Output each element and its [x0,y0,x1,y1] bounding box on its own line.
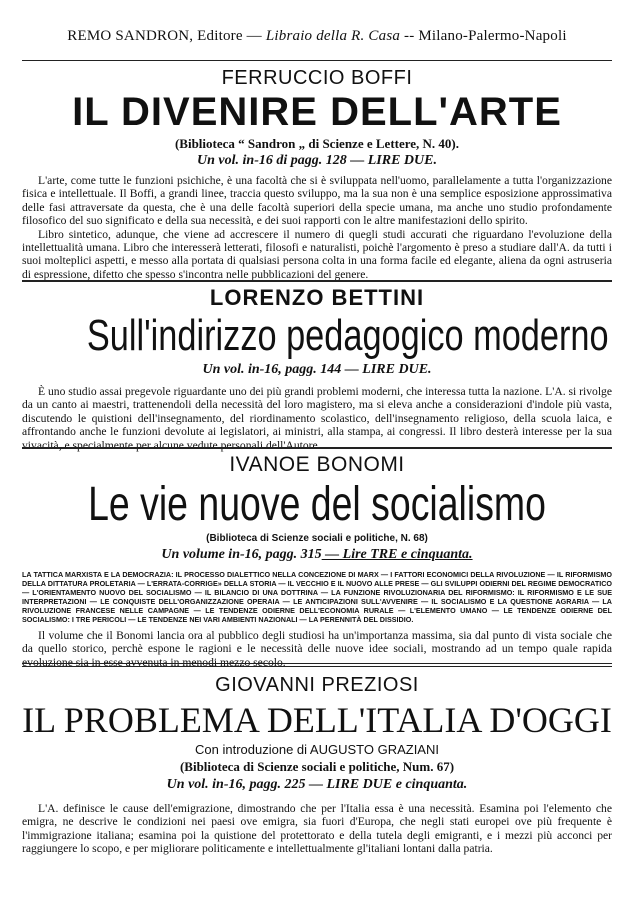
publisher-role: Libraio della R. Casa [265,28,401,44]
divider [22,666,612,667]
divider [22,280,612,282]
book-description [22,174,612,281]
book-series: (Biblioteca di Scienze sociali e politiche, N. 68) [206,533,428,544]
divider [22,60,612,61]
publisher-cities: Milano-Palermo-Napoli [418,28,567,44]
book-contents: LA TATTICA MARXISTA E LA DEMOCRAZIA: IL PROCESSO DIALETTICO NELLA CONCEZIONE DI MARX — I FATTORI ECONOMICI DELLA RIVOLUZIONE — IL RIFORMISMO DELLA DITTATURA PROLETARIA — L'ERRATA-CORRIGE» DELLA STORIA — IL VECCHIO E IL NUOVO ALLE PRESE — GLI SVILUPPI ODIERNI DEL REGIME DEMOCRATICO — L'ORIENTAMENTO NUOVO DEL SOCIALISMO — IL BILANCIO DI UNA DOTTRINA — LA FUNZIONE RIVOLUZIONARIA DEL RIFORMISMO: IL RIFORMISMO E LE SUE INTERPRETAZIONI — LE CONQUISTE DELL'ORGANIZZAZIONE OPERAIA — LE ANTICIPAZIONI SULL'AVVENIRE — IL SOCIALISMO E LA QUESTIONE AGRARIA — LA RIVOLUZIONE FRANCESE NELLE CAMPAGNE — LE TENDENZE ODIERNE DELL'ECONOMIA RURALE — L'ELEMENTO UMANO — LE TENDENZE ODIERNE DEL SOCIALISMO: I TRE PERICOLI — LE TENDENZE NEI VARI AMBIENTI NAZIONALI — LA PERENNITÀ DEL DISSIDIO. [22,570,612,624]
description-paragraph: Il volume che il Bonomi lancia ora al pubblico degli studiosi ha un'importanza massima, sia dal punto di vista sociale che da quello storico, perchè espone le ragioni e le necessità delle nuove idee sociali, mostrando ad un tempo quale rapida evoluzione sia in esse avvenuta in menodi mezzo secolo. [22,629,612,669]
description-paragraph: L'A. definisce le cause dell'emigrazione, dimostrando che per l'Italia essa è una necessità. Esamina poi l'elemento che emigra, ne descrive le condizioni nei paesi ove emigra, sia fuori d'Europa, che negli stati europei ove più frequente è l'immigrazione italiana; esamina poi la quistione del protettorato e della tutela degli emigranti, e i mezzi più acconci per raggiungere lo scopo, e per migliorare politicamente e intellettualmente gl'italiani lontani dalla patria. [22,802,612,856]
book-author: IVANOE BONOMI [229,453,405,476]
divider [22,447,612,449]
book-boffi [22,66,612,281]
masthead [22,28,612,45]
book-price [22,546,612,564]
book-title: Sull'indirizzo pedagogico moderno [86,311,609,360]
book-bettini [22,285,612,452]
book-bonomi [22,452,612,669]
description-paragraph: Libro sintetico, adunque, che viene ad accrescere il numero di quegli studi accurati che riguardano l'evoluzione della intellettualità umana. Libro che interesserà letterati, filosofi e naturalisti, poichè l'argomento è preso a studiare dall'A. da tutti i suoi molteplici aspetti, e messo alla portata di qualsiasi persona colta in una forma facile ed elegante, aliena da ogni astruseria di espressione, difetto che spesso s'incontra nelle pubblicazioni del genere. [22,227,612,281]
book-title: Le vie nuove del socialismo [88,478,546,531]
description-paragraph: È uno studio assai pregevole riguardante uno dei più grandi problemi moderni, che interessa tutta la nazione. L'A. si rivolge da un canto ai maestri, trattenendoli della necessità del loro magistero, ma si eleva anche a considerazioni d'indole più vasta, discutendo le quistioni dell'insegnamento, del riordinamento scolastico, dell'insegnamento religioso, della scuola laica, e affrontando anche le funzioni devolute ai legislatori, ai ministri, alla stampa, ai congressi. Il libro desterà interesse per la sua vivacità, e specialmente per alcune vedute personali dell'Autore. [22,385,612,452]
book-author: GIOVANNI PREZIOSI [215,674,419,696]
price-amount: — Lire TRE e cinquanta. [321,547,473,562]
masthead-dash: -- [400,28,419,44]
book-price: Un vol. in-16 di pagg. 128 — LIRE DUE. [197,153,437,168]
book-description [22,385,612,452]
publisher-name: REMO SANDRON, Editore [67,28,243,44]
divider [22,663,612,664]
book-intro: Con introduzione di AUGUSTO GRAZIANI [195,742,439,757]
masthead-dash: — [242,28,266,44]
book-price: Un vol. in-16, pagg. 225 — LIRE DUE e cinquanta. [166,777,468,792]
book-preziosi [22,672,612,856]
price-volume: Un volume in-16, pagg. 315 [161,547,322,562]
book-title: IL PROBLEMA DELL'ITALIA D'OGGI [22,700,612,740]
book-series: (Biblioteca di Scienze sociali e politiche, Num. 67) [179,759,455,774]
description-paragraph: L'arte, come tutte le funzioni psichiche, è una facoltà che si è sviluppata nell'uomo, parallelamente a tutta l'organizzazione fisica e intellettuale. Il Boffi, a grandi linee, traccia questo sviluppo, ma la sua non è una semplice esposizione approssimativa delle fasi attraversate da questa, che è una delle facoltà superiori della specie umana, ma anche uno studio profondamente filosofico del suo significato e della sua necessità, e dei suoi rapporti con le altre manifestazioni dello spirito. [22,174,612,228]
book-series: (Biblioteca “ Sandron „ di Scienze e Lettere, N. 40). [174,136,460,151]
book-description [22,802,612,856]
book-author: FERRUCCIO BOFFI [221,67,413,89]
advertisement-page [22,0,612,900]
book-price: Un vol. in-16, pagg. 144 — LIRE DUE. [202,362,432,377]
book-author: LORENZO BETTINI [209,285,425,310]
book-title: IL DIVENIRE DELL'ARTE [72,90,562,134]
